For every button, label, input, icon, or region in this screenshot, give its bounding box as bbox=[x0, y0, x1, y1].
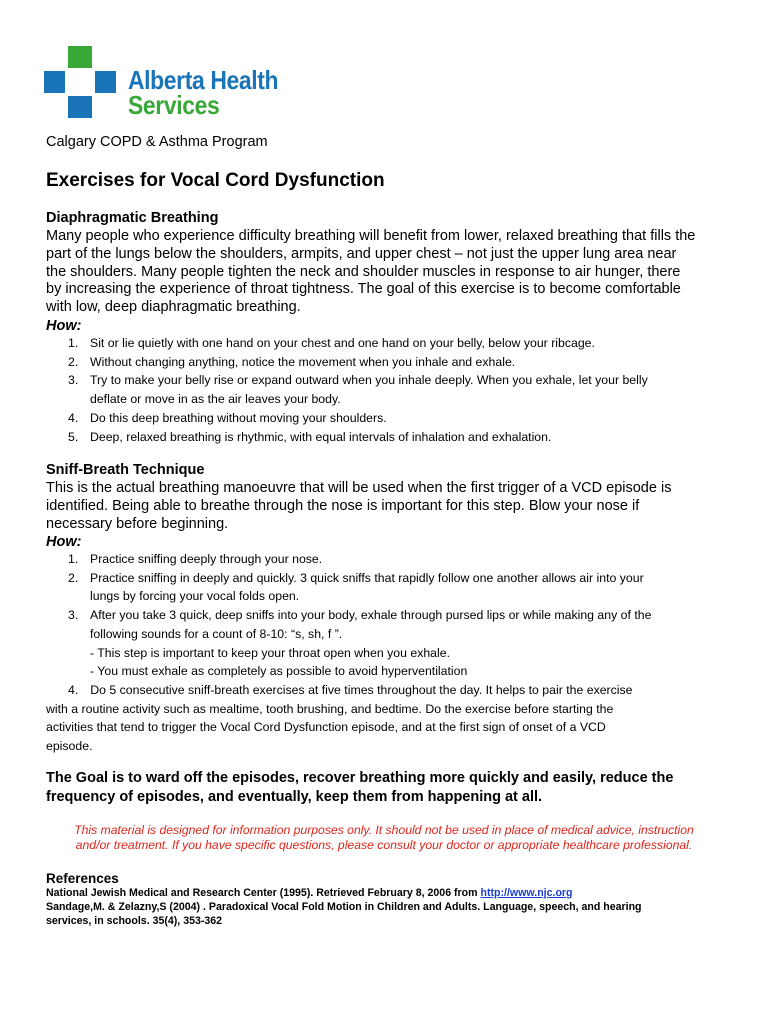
list-item bbox=[46, 353, 736, 372]
list-item bbox=[46, 371, 736, 408]
list-item-text: After you take 3 quick, deep sniffs into your body, exhale through pursed lips or while making any of the bbox=[90, 608, 652, 623]
paragraph-line: part of the lungs below the shoulders, armpits, and upper chest – not just the upper lung area near bbox=[46, 245, 677, 262]
goal-line: frequency of episodes, and eventually, keep them from happening at all. bbox=[46, 788, 543, 805]
paragraph-line: Many people who experience difficulty breathing will benefit from lower, relaxed breathing that fills the bbox=[46, 228, 696, 244]
list-item bbox=[46, 409, 736, 428]
list-item bbox=[46, 569, 736, 606]
list-item-number: 1. bbox=[68, 336, 79, 350]
reference-1 bbox=[46, 887, 736, 901]
reference-1-text: National Jewish Medical and Research Center (1995). Retrieved February 8, 2006 from bbox=[46, 887, 481, 899]
list-item-text: Practice sniffing deeply through your nose. bbox=[90, 552, 323, 566]
list-item-number: 3. bbox=[68, 373, 79, 388]
disclaimer-line: and/or treatment. If you have specific questions, please consult your doctor or appropriate healthcare professional. bbox=[75, 838, 693, 852]
list-item-text: Sit or lie quietly with one hand on your chest and one hand on your belly, below your ribcage. bbox=[90, 336, 595, 350]
section-paragraph-diaphragmatic bbox=[46, 228, 736, 317]
goal-statement bbox=[46, 769, 736, 806]
list-item-number: 1. bbox=[68, 552, 79, 566]
section-paragraph-sniff-breath bbox=[46, 480, 736, 533]
page-title: Exercises for Vocal Cord Dysfunction bbox=[46, 170, 385, 191]
list-item-text: Try to make your belly rise or expand outward when you inhale deeply. When you exhale, let your belly bbox=[90, 373, 648, 388]
paragraph-line: the shoulders. Many people tighten the neck and shoulder muscles in response to air hunger, there bbox=[46, 263, 681, 280]
how-label: How: bbox=[46, 534, 82, 550]
reference-2-line: services, in schools. 35(4), 353-362 bbox=[46, 914, 223, 927]
list-item-text: - You must exhale as completely as possible to avoid hyperventilation bbox=[90, 664, 468, 679]
list-item-text: deflate or move in as the air leaves your body. bbox=[90, 392, 341, 407]
program-name: Calgary COPD & Asthma Program bbox=[46, 134, 268, 150]
section-heading-diaphragmatic: Diaphragmatic Breathing bbox=[46, 210, 219, 226]
logo-text-services: Services bbox=[128, 90, 220, 120]
reference-2-line: Sandage,M. & Zelazny,S (2004) . Paradoxical Vocal Fold Motion in Children and Adults. Language, speech, and hearing bbox=[46, 901, 642, 913]
paragraph-line bbox=[46, 681, 736, 700]
step-4-paragraph bbox=[46, 681, 736, 756]
paragraph-line: by increasing the experience of throat tightness. The goal of this exercise is to become comfortable bbox=[46, 281, 681, 298]
paragraph-line: identified. Being able to breathe through the nose is important for this step. Blow your nose if bbox=[46, 497, 640, 514]
paragraph-line: activities that tend to trigger the Vocal Cord Dysfunction episode, and at the first sign of onset of a VCD bbox=[46, 720, 606, 735]
list-item-text: following sounds for a count of 8-10: “s, sh, f ”. bbox=[90, 626, 343, 641]
list-item-text: Practice sniffing in deeply and quickly. 3 quick sniffs that rapidly follow one another allows air into your bbox=[90, 570, 644, 585]
paragraph-line: necessary before beginning. bbox=[46, 515, 229, 532]
goal-line: The Goal is to ward off the episodes, recover breathing more quickly and easily, reduce the bbox=[46, 770, 674, 786]
list-item-text: Without changing anything, notice the movement when you inhale and exhale. bbox=[90, 354, 516, 369]
list-item-text: Do 5 consecutive sniff-breath exercises at five times throughout the day. It helps to pair the exercise bbox=[90, 683, 633, 697]
list-item-number: 5. bbox=[68, 429, 79, 444]
section-heading-sniff-breath: Sniff-Breath Technique bbox=[46, 462, 205, 478]
list-item bbox=[46, 606, 736, 681]
logo-text-alberta-health: Alberta Health bbox=[128, 65, 279, 95]
disclaimer-line: This material is designed for information purposes only. It should not be used in place of medical advice, instruction bbox=[74, 823, 694, 837]
paragraph-line: with a routine activity such as mealtime, tooth brushing, and bedtime. Do the exercise before starting the bbox=[46, 701, 614, 716]
paragraph-line: with low, deep diaphragmatic breathing. bbox=[46, 299, 301, 316]
list-item-text: - This step is important to keep your throat open when you exhale. bbox=[90, 645, 451, 660]
how-label: How: bbox=[46, 318, 82, 334]
disclaimer bbox=[46, 823, 722, 853]
reference-2 bbox=[46, 901, 736, 928]
steps-list-diaphragmatic bbox=[46, 334, 736, 446]
paragraph-line: episode. bbox=[46, 739, 93, 754]
steps-list-sniff-breath bbox=[46, 550, 736, 681]
reference-1-link[interactable]: http://www.njc.org bbox=[480, 887, 573, 899]
paragraph-line: This is the actual breathing manoeuvre that will be used when the first trigger of a VCD episode is bbox=[46, 480, 672, 496]
ahs-logo bbox=[44, 46, 294, 118]
list-item-text: Do this deep breathing without moving your shoulders. bbox=[90, 410, 387, 425]
list-item-number: 4. bbox=[68, 410, 79, 425]
list-item-number: 2. bbox=[68, 354, 79, 369]
list-item-number: 2. bbox=[68, 570, 79, 585]
list-item-text: lungs by forcing your vocal folds open. bbox=[90, 589, 300, 604]
list-item-text: Deep, relaxed breathing is rhythmic, with equal intervals of inhalation and exhalation. bbox=[90, 429, 552, 444]
list-item bbox=[46, 428, 736, 447]
references-heading: References bbox=[46, 871, 119, 886]
list-item-number: 4. bbox=[68, 683, 79, 697]
list-item bbox=[46, 334, 736, 353]
list-item-number: 3. bbox=[68, 608, 79, 623]
ahs-cross-icon bbox=[44, 46, 118, 118]
list-item bbox=[46, 550, 736, 569]
